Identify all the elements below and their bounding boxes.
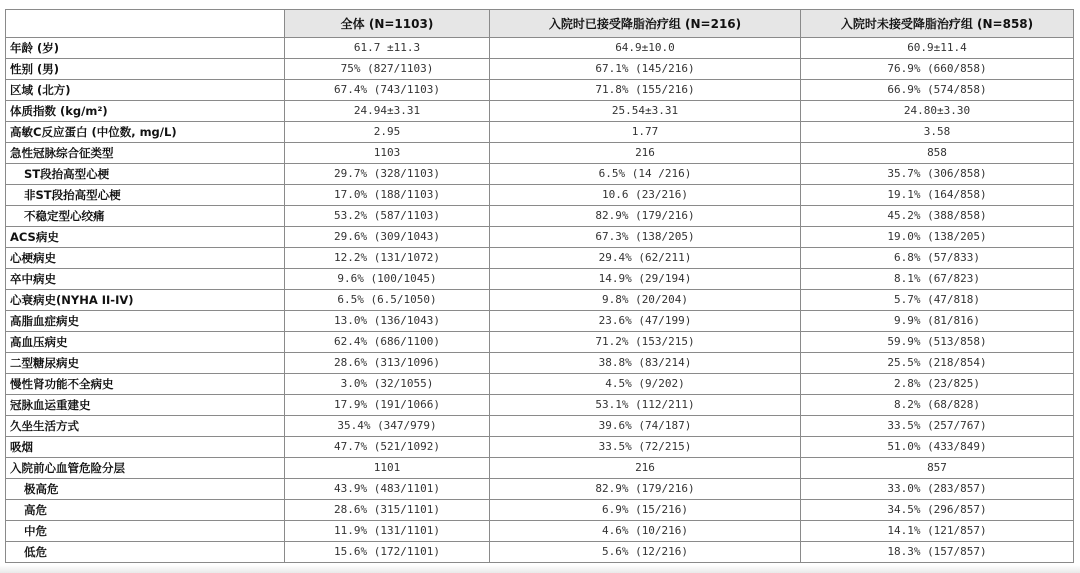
cell-treated: 9.8% (20/204) [490,290,801,311]
cell-untreated: 51.0% (433/849) [801,437,1074,458]
row-label: 吸烟 [6,437,285,458]
table-row [6,374,1074,395]
cell-untreated: 5.7% (47/818) [801,290,1074,311]
table-row [6,521,1074,542]
table-row [6,332,1074,353]
cell-treated: 14.9% (29/194) [490,269,801,290]
cell-untreated: 45.2% (388/858) [801,206,1074,227]
row-label: ACS病史 [6,227,285,248]
row-label: 高脂血症病史 [6,311,285,332]
cell-untreated: 3.58 [801,122,1074,143]
row-label: 区域 (北方) [6,80,285,101]
cell-overall: 1103 [285,143,490,164]
cell-overall: 43.9% (483/1101) [285,479,490,500]
cell-treated: 82.9% (179/216) [490,479,801,500]
cell-untreated: 35.7% (306/858) [801,164,1074,185]
cell-untreated: 33.0% (283/857) [801,479,1074,500]
cell-overall: 1101 [285,458,490,479]
cell-overall: 6.5% (6.5/1050) [285,290,490,311]
header-row [6,10,1074,38]
table-row [6,500,1074,521]
row-label: 卒中病史 [6,269,285,290]
cell-overall: 62.4% (686/1100) [285,332,490,353]
row-label: 非ST段抬高型心梗 [6,185,285,206]
row-label: 高敏C反应蛋白 (中位数, mg/L) [6,122,285,143]
cell-treated: 71.2% (153/215) [490,332,801,353]
header-overall: 全体 (N=1103) [285,10,490,38]
header-untreated-group: 入院时未接受降脂治疗组 (N=858) [801,10,1074,38]
cell-untreated: 9.9% (81/816) [801,311,1074,332]
table-row [6,437,1074,458]
cell-treated: 38.8% (83/214) [490,353,801,374]
cell-overall: 35.4% (347/979) [285,416,490,437]
table-row [6,248,1074,269]
cell-overall: 47.7% (521/1092) [285,437,490,458]
cell-treated: 6.9% (15/216) [490,500,801,521]
cell-treated: 71.8% (155/216) [490,80,801,101]
cell-overall: 17.0% (188/1103) [285,185,490,206]
cell-untreated: 19.1% (164/858) [801,185,1074,206]
cell-overall: 17.9% (191/1066) [285,395,490,416]
table-row [6,311,1074,332]
table-row [6,185,1074,206]
cell-overall: 15.6% (172/1101) [285,542,490,563]
cell-untreated: 8.1% (67/823) [801,269,1074,290]
cell-treated: 29.4% (62/211) [490,248,801,269]
bottom-edge-shadow [0,565,1080,573]
cell-overall: 75% (827/1103) [285,59,490,80]
cell-untreated: 857 [801,458,1074,479]
row-label: 入院前心血管危险分层 [6,458,285,479]
row-label: 极高危 [6,479,285,500]
cell-untreated: 2.8% (23/825) [801,374,1074,395]
cell-untreated: 34.5% (296/857) [801,500,1074,521]
row-label: 急性冠脉综合征类型 [6,143,285,164]
cell-untreated: 66.9% (574/858) [801,80,1074,101]
cell-treated: 216 [490,458,801,479]
cell-overall: 28.6% (315/1101) [285,500,490,521]
cell-overall: 24.94±3.31 [285,101,490,122]
cell-overall: 29.6% (309/1043) [285,227,490,248]
row-label: 久坐生活方式 [6,416,285,437]
table-row [6,479,1074,500]
table-row [6,122,1074,143]
row-label: 心梗病史 [6,248,285,269]
cell-treated: 5.6% (12/216) [490,542,801,563]
table-row [6,59,1074,80]
cell-untreated: 24.80±3.30 [801,101,1074,122]
cell-overall: 53.2% (587/1103) [285,206,490,227]
baseline-characteristics-table [5,9,1074,563]
cell-untreated: 25.5% (218/854) [801,353,1074,374]
cell-overall: 29.7% (328/1103) [285,164,490,185]
cell-untreated: 14.1% (121/857) [801,521,1074,542]
cell-overall: 9.6% (100/1045) [285,269,490,290]
table-body [6,38,1074,563]
cell-overall: 28.6% (313/1096) [285,353,490,374]
table-row [6,395,1074,416]
table-row [6,143,1074,164]
header-treated-group: 入院时已接受降脂治疗组 (N=216) [490,10,801,38]
cell-untreated: 33.5% (257/767) [801,416,1074,437]
cell-untreated: 19.0% (138/205) [801,227,1074,248]
row-label: 体质指数 (kg/m²) [6,101,285,122]
cell-untreated: 59.9% (513/858) [801,332,1074,353]
cell-treated: 67.3% (138/205) [490,227,801,248]
table-row [6,227,1074,248]
cell-treated: 39.6% (74/187) [490,416,801,437]
cell-treated: 23.6% (47/199) [490,311,801,332]
row-label: 心衰病史(NYHA II-IV) [6,290,285,311]
row-label: 性别 (男) [6,59,285,80]
cell-untreated: 8.2% (68/828) [801,395,1074,416]
cell-treated: 82.9% (179/216) [490,206,801,227]
cell-treated: 4.6% (10/216) [490,521,801,542]
table-row [6,416,1074,437]
cell-treated: 25.54±3.31 [490,101,801,122]
cell-untreated: 858 [801,143,1074,164]
cell-treated: 53.1% (112/211) [490,395,801,416]
row-label: 冠脉血运重建史 [6,395,285,416]
cell-untreated: 18.3% (157/857) [801,542,1074,563]
header-blank [6,10,285,38]
table-row [6,80,1074,101]
cell-overall: 3.0% (32/1055) [285,374,490,395]
table-row [6,458,1074,479]
table-row [6,164,1074,185]
cell-untreated: 60.9±11.4 [801,38,1074,59]
table-row [6,542,1074,563]
cell-untreated: 76.9% (660/858) [801,59,1074,80]
row-label: 中危 [6,521,285,542]
baseline-characteristics-table-container [5,9,1073,563]
cell-treated: 64.9±10.0 [490,38,801,59]
row-label: 高危 [6,500,285,521]
table-row [6,101,1074,122]
table-row [6,353,1074,374]
cell-overall: 2.95 [285,122,490,143]
cell-overall: 13.0% (136/1043) [285,311,490,332]
cell-treated: 216 [490,143,801,164]
row-label: 低危 [6,542,285,563]
row-label: 不稳定型心绞痛 [6,206,285,227]
cell-overall: 11.9% (131/1101) [285,521,490,542]
cell-treated: 1.77 [490,122,801,143]
row-label: 年龄 (岁) [6,38,285,59]
row-label: 二型糖尿病史 [6,353,285,374]
cell-treated: 33.5% (72/215) [490,437,801,458]
row-label: 高血压病史 [6,332,285,353]
row-label: 慢性肾功能不全病史 [6,374,285,395]
table-row [6,290,1074,311]
cell-untreated: 6.8% (57/833) [801,248,1074,269]
table-row [6,38,1074,59]
table-row [6,206,1074,227]
row-label: ST段抬高型心梗 [6,164,285,185]
table-row [6,269,1074,290]
cell-overall: 12.2% (131/1072) [285,248,490,269]
cell-overall: 61.7 ±11.3 [285,38,490,59]
cell-treated: 10.6 (23/216) [490,185,801,206]
cell-treated: 4.5% (9/202) [490,374,801,395]
cell-treated: 6.5% (14 /216) [490,164,801,185]
cell-overall: 67.4% (743/1103) [285,80,490,101]
cell-treated: 67.1% (145/216) [490,59,801,80]
